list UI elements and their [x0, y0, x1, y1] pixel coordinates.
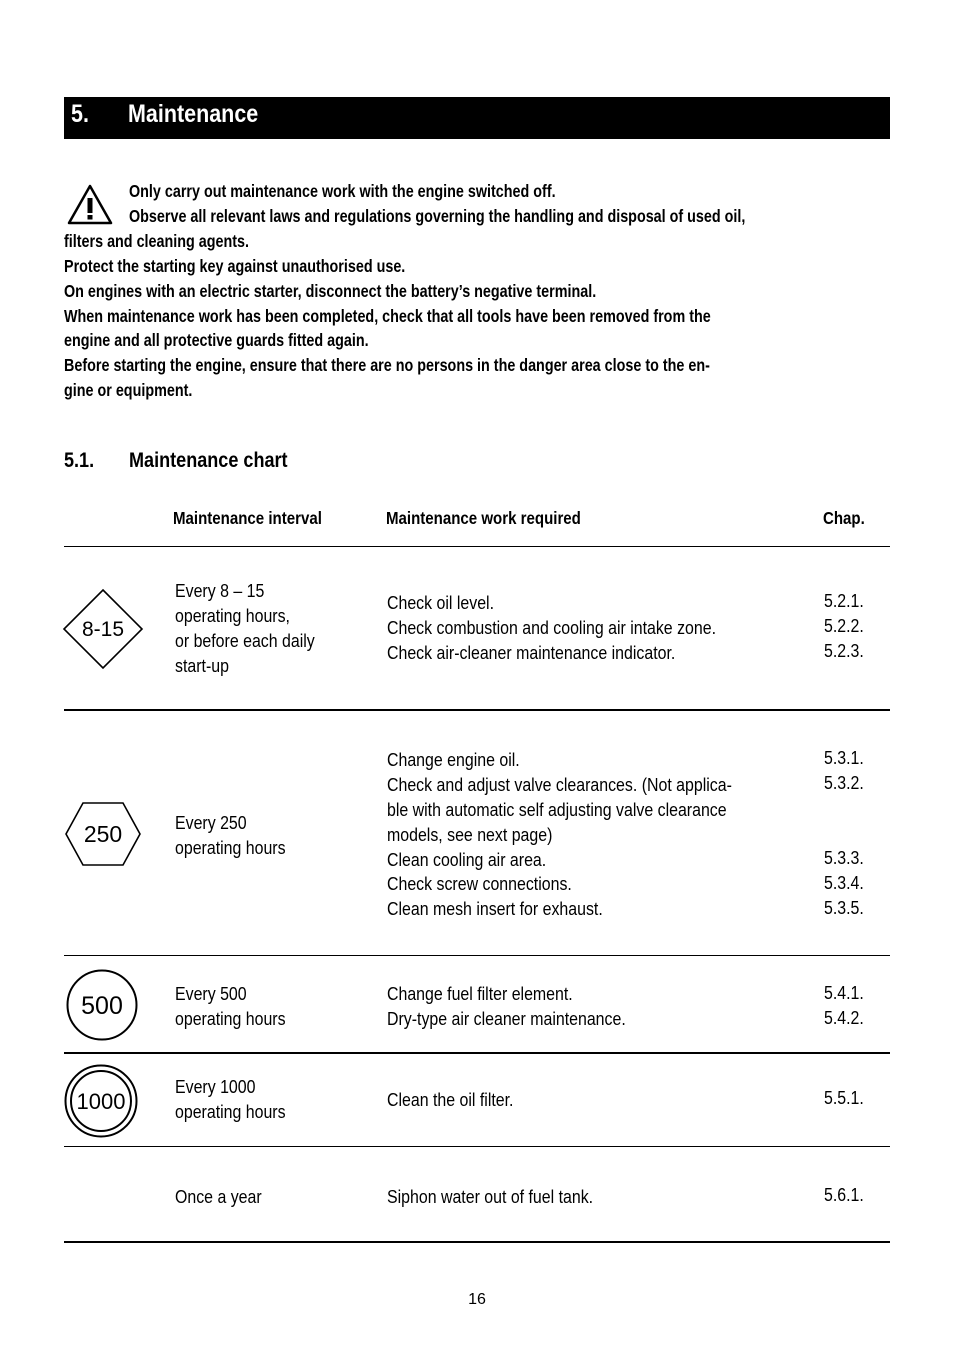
- work-item: Check combustion and cooling air intake zone.: [387, 617, 717, 638]
- chapter-ref: 5.2.2.: [824, 615, 864, 636]
- chapter-ref: 5.3.3.: [824, 847, 864, 868]
- interval-text: Every 500: [175, 983, 247, 1004]
- chapter-ref: 5.4.1.: [824, 982, 864, 1003]
- chapter-ref: 5.3.2.: [824, 772, 864, 793]
- chapter-ref: 5.4.2.: [824, 1007, 864, 1028]
- section-header: [64, 97, 890, 139]
- work-item: models, see next page): [387, 824, 553, 845]
- work-item: Dry-type air cleaner maintenance.: [387, 1008, 626, 1029]
- work-item: Check air-cleaner maintenance indicator.: [387, 642, 676, 663]
- table-rule: [64, 955, 890, 956]
- warning-line: Before starting the engine, ensure that there are no persons in the danger area close to the en-: [64, 355, 710, 375]
- warning-line: When maintenance work has been completed, check that all tools have been removed from the: [64, 306, 711, 326]
- section-title: Maintenance: [128, 100, 259, 128]
- section-number: 5.: [71, 100, 89, 128]
- interval-symbol-double-circle: [64, 1064, 138, 1138]
- warning-line: Protect the starting key against unauthorised use.: [64, 256, 406, 276]
- table-rule: [64, 1146, 890, 1147]
- chapter-ref: 5.2.1.: [824, 590, 864, 611]
- interval-text: Every 1000: [175, 1076, 256, 1097]
- work-item: Check oil level.: [387, 592, 495, 613]
- column-header-work: Maintenance work required: [386, 508, 581, 528]
- interval-symbol-label: 500: [81, 992, 123, 1020]
- interval-symbol-label: 250: [83, 821, 123, 847]
- table-rule: [64, 1052, 890, 1054]
- warning-line: gine or equipment.: [64, 380, 193, 400]
- warning-triangle-icon: [66, 183, 114, 227]
- chapter-ref: 5.3.1.: [824, 747, 864, 768]
- work-item: ble with automatic self adjusting valve clearance: [387, 799, 727, 820]
- work-item: Check and adjust valve clearances. (Not applica-: [387, 774, 732, 795]
- table-rule: [64, 546, 890, 547]
- chapter-ref: 5.2.3.: [824, 640, 864, 661]
- table-rule: [64, 1241, 890, 1243]
- column-header-chapter: Chap.: [823, 508, 865, 528]
- chapter-ref: 5.6.1.: [824, 1184, 864, 1205]
- interval-symbol-circle: [66, 969, 138, 1041]
- interval-text: operating hours,: [175, 605, 290, 626]
- table-rule: [64, 709, 890, 711]
- page-number: 16: [468, 1291, 486, 1308]
- interval-text: operating hours: [175, 1008, 286, 1029]
- interval-text: operating hours: [175, 1101, 286, 1122]
- subsection-number: 5.1.: [64, 449, 95, 472]
- interval-symbol-diamond: [63, 589, 143, 669]
- interval-symbol-label: 8-15: [81, 618, 125, 641]
- warning-line: On engines with an electric starter, disconnect the battery’s negative terminal.: [64, 281, 597, 301]
- chapter-ref: 5.3.4.: [824, 872, 864, 893]
- interval-text: operating hours: [175, 837, 286, 858]
- work-item: Check screw connections.: [387, 873, 572, 894]
- work-item: Clean mesh insert for exhaust.: [387, 898, 603, 919]
- work-item: Clean cooling air area.: [387, 849, 547, 870]
- warning-line: filters and cleaning agents.: [64, 231, 250, 251]
- subsection-title: Maintenance chart: [129, 449, 288, 472]
- work-item: Siphon water out of fuel tank.: [387, 1186, 594, 1207]
- warning-line: Observe all relevant laws and regulations governing the handling and disposal of used oil,: [129, 206, 746, 226]
- warning-line: Only carry out maintenance work with the engine switched off.: [129, 181, 556, 201]
- chapter-ref: 5.3.5.: [824, 897, 864, 918]
- chapter-ref: 5.5.1.: [824, 1087, 864, 1108]
- work-item: Clean the oil filter.: [387, 1089, 514, 1110]
- interval-text: Every 250: [175, 812, 247, 833]
- interval-symbol-hexagon: [65, 802, 141, 866]
- work-item: Change fuel filter element.: [387, 983, 573, 1004]
- interval-text: start-up: [175, 655, 229, 676]
- warning-line: engine and all protective guards fitted again.: [64, 330, 369, 350]
- interval-text: Once a year: [175, 1186, 262, 1207]
- column-header-interval: Maintenance interval: [173, 508, 322, 528]
- interval-text: or before each daily: [175, 630, 315, 651]
- interval-text: Every 8 – 15: [175, 580, 265, 601]
- work-item: Change engine oil.: [387, 749, 520, 770]
- interval-symbol-label: 1000: [76, 1089, 126, 1114]
